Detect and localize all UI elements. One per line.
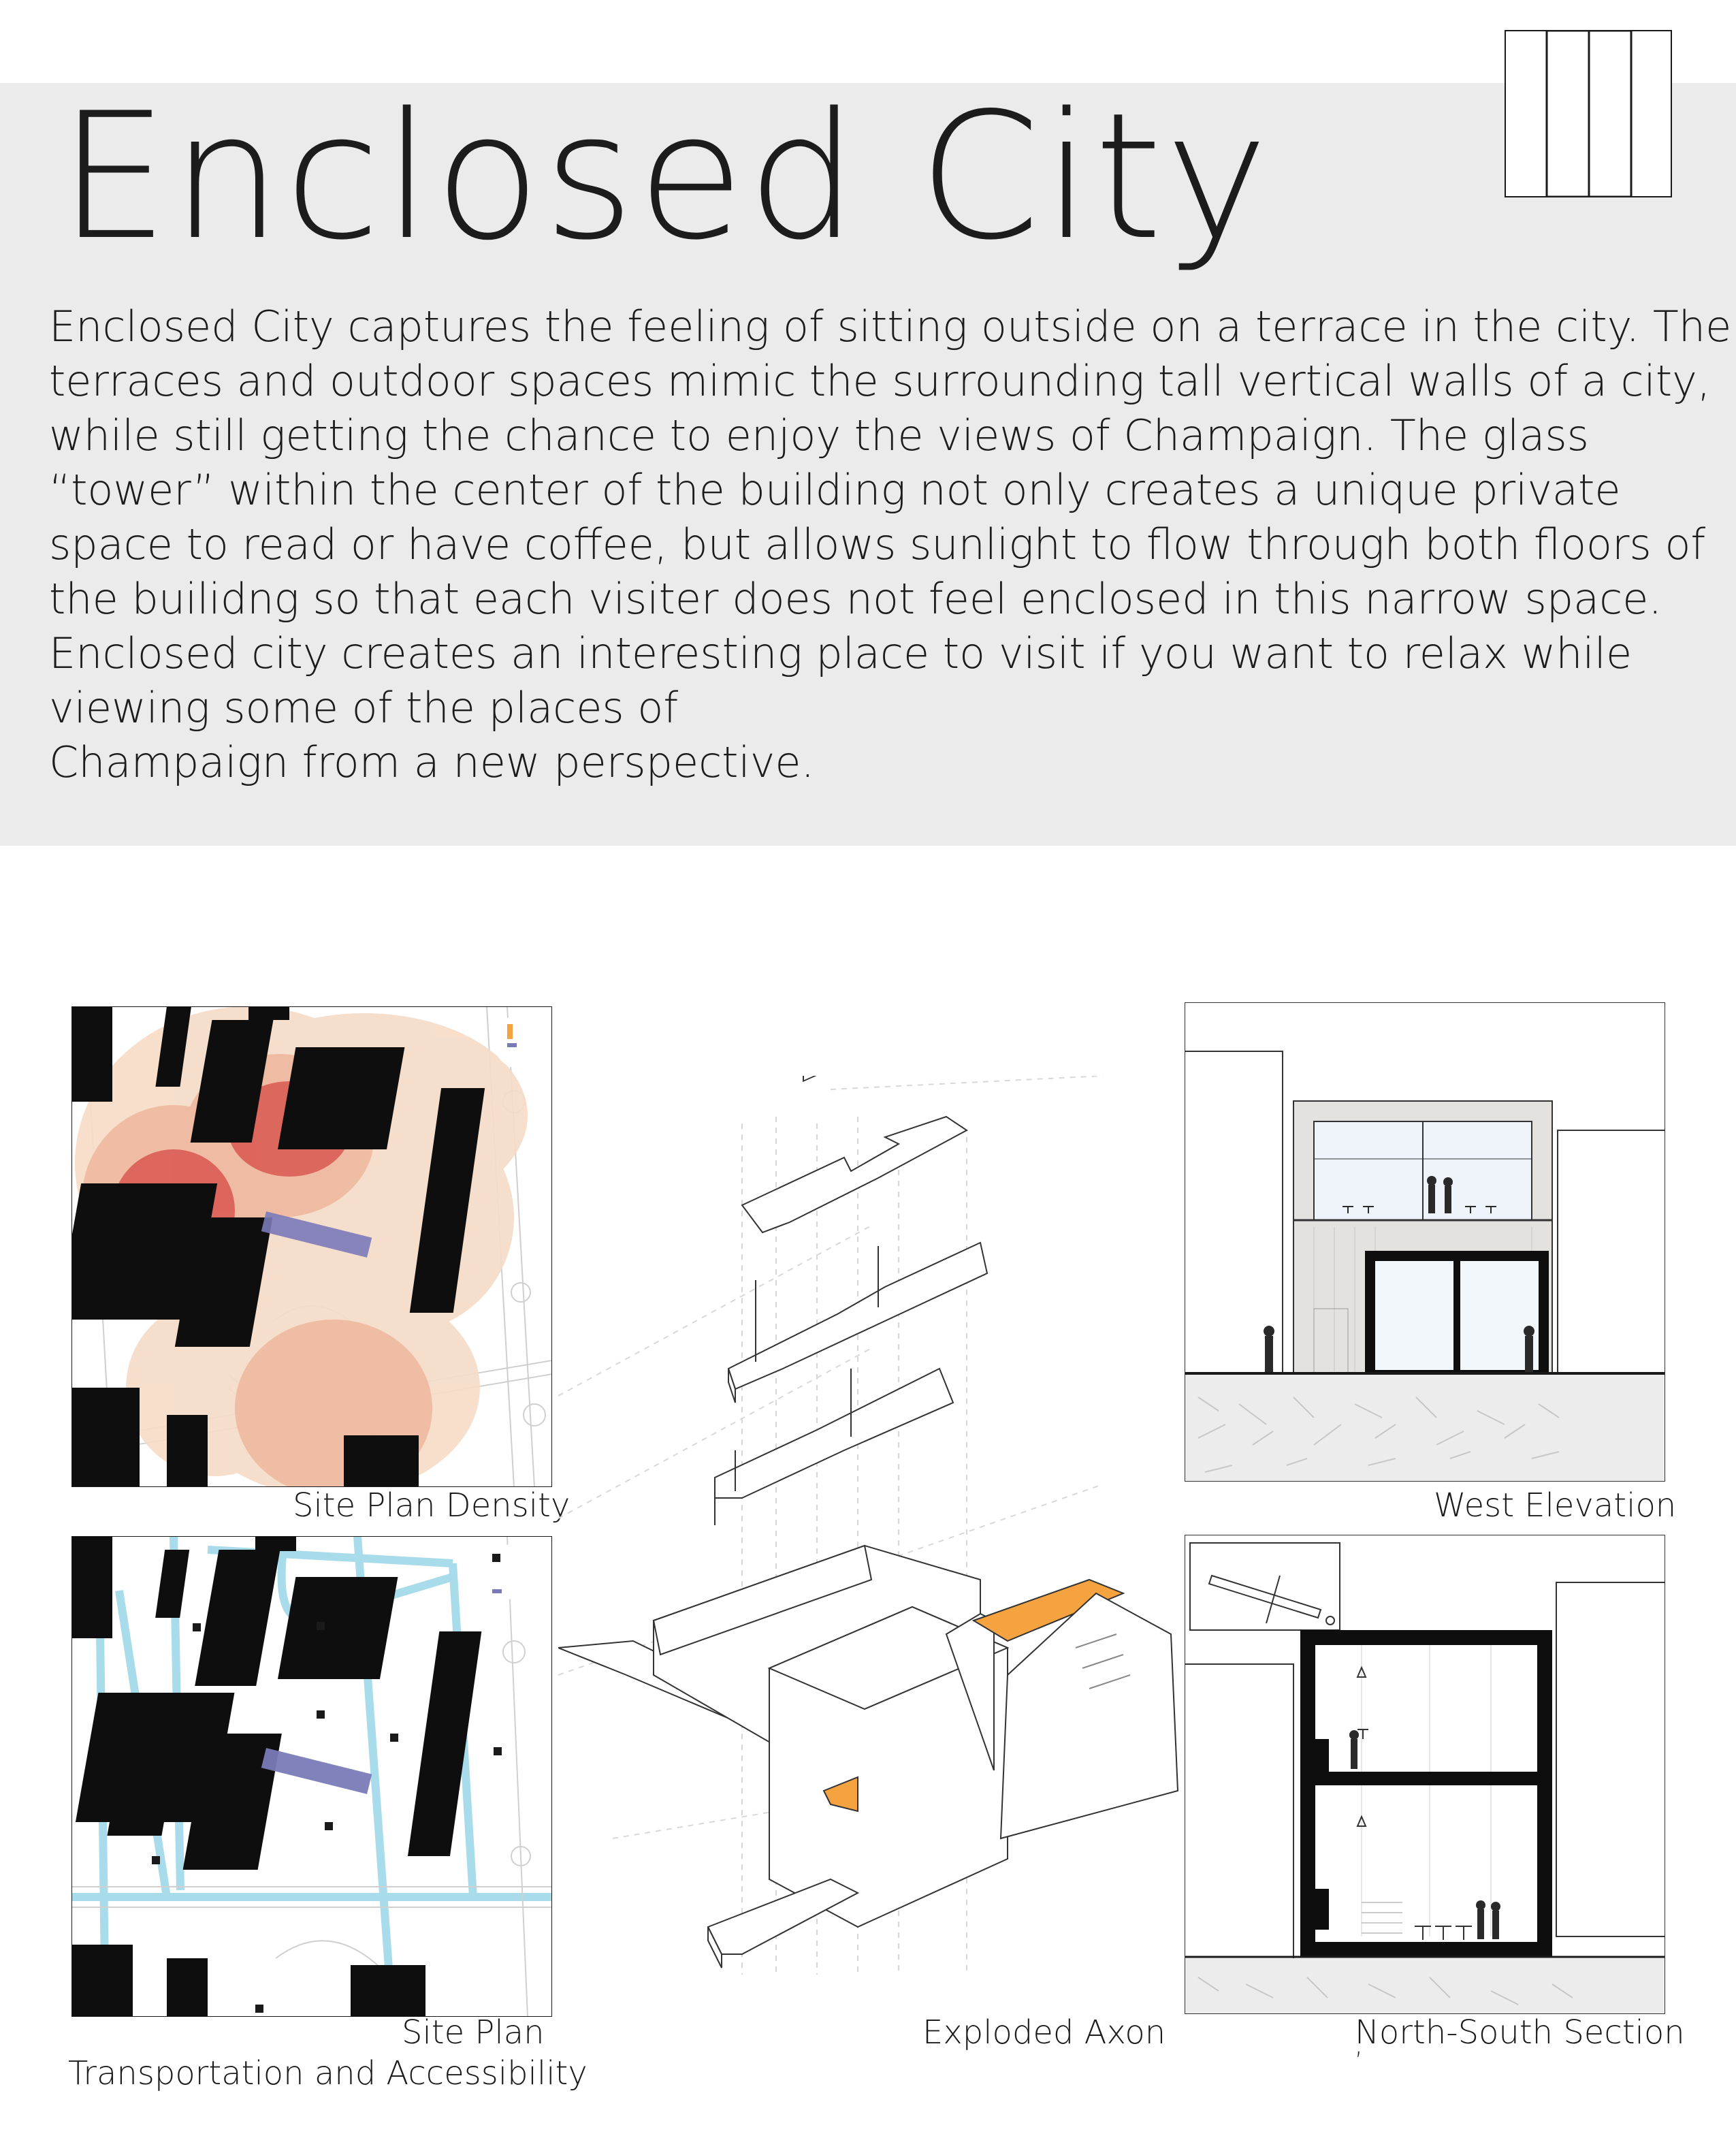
- west-elevation-drawing: [1185, 1002, 1665, 1482]
- description-line: space to read or have coffee, but allows sunlight to flow through both floors of: [49, 520, 1706, 569]
- logo-icon: [1505, 30, 1672, 197]
- section-caption: North-South Section: [1355, 2013, 1685, 2052]
- exploded-axon-drawing: [558, 1076, 1191, 1988]
- description-line: Enclosed city creates an interesting place to visit if you want to relax while: [49, 628, 1633, 678]
- north-south-section-drawing: [1185, 1535, 1665, 2014]
- elevation-caption: West Elevation: [1434, 1486, 1677, 1525]
- density-caption: Site Plan Density: [293, 1486, 570, 1525]
- section-caption-mark: ’: [1355, 2047, 1363, 2075]
- description-line: Enclosed City captures the feeling of sitting outside on a terrace in the city. The: [49, 302, 1732, 351]
- description-line: the builidng so that each visiter does not feel enclosed in this narrow space.: [49, 574, 1662, 624]
- description-line: terraces and outdoor spaces mimic the surrounding tall vertical walls of a city,: [49, 356, 1711, 406]
- axon-caption: Exploded Axon: [922, 2013, 1166, 2052]
- description-line: Champaign from a new perspective.: [49, 737, 815, 787]
- description-line: while still getting the chance to enjoy the views of Champaign. The glass: [49, 411, 1589, 460]
- transport-caption-title: Site Plan: [402, 2013, 545, 2052]
- transport-caption-subtitle: Transportation and Accessibility: [68, 2054, 588, 2092]
- site-plan-density-drawing: [71, 1006, 552, 1487]
- description-line: viewing some of the places of: [49, 683, 679, 733]
- project-description: [49, 300, 1732, 790]
- description-line: “tower” within the center of the building not only creates a unique private: [49, 465, 1621, 515]
- page-title: Enclosed City: [59, 76, 1271, 278]
- site-plan-transport-drawing: [71, 1536, 552, 2017]
